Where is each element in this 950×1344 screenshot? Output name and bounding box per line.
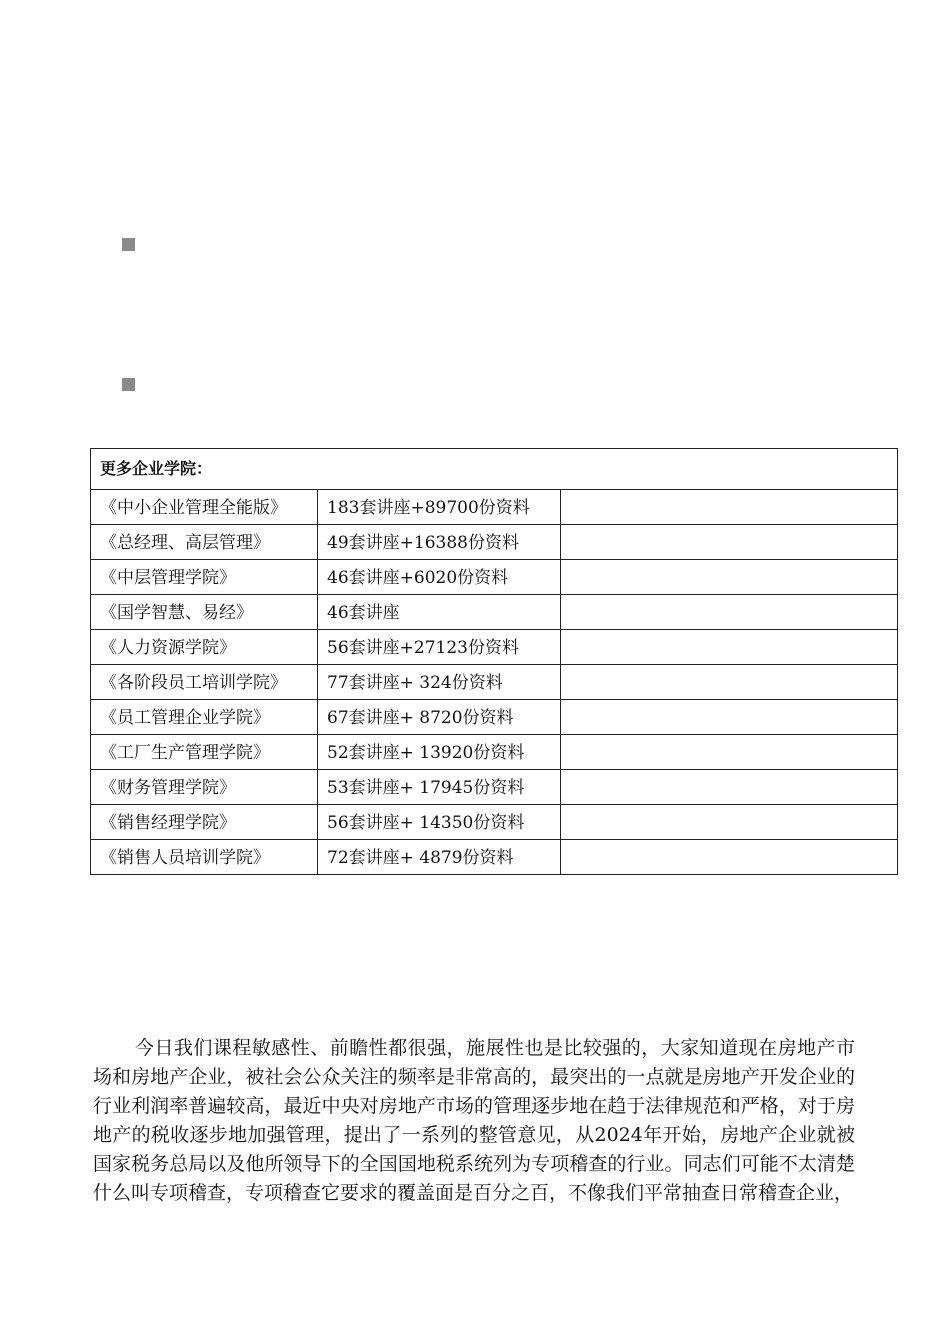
empty-cell bbox=[561, 630, 898, 665]
course-name: 《销售人员培训学院》 bbox=[91, 840, 318, 875]
table-row bbox=[91, 630, 898, 665]
table-row bbox=[91, 490, 898, 525]
course-name: 《中层管理学院》 bbox=[91, 560, 318, 595]
course-name: 《各阶段员工培训学院》 bbox=[91, 665, 318, 700]
course-detail: 49套讲座+16388份资料 bbox=[318, 525, 561, 560]
empty-cell bbox=[561, 595, 898, 630]
table-title: 更多企业学院： bbox=[91, 449, 898, 490]
course-name: 《中小企业管理全能版》 bbox=[91, 490, 318, 525]
course-table bbox=[90, 448, 898, 875]
course-detail: 56套讲座+ 14350份资料 bbox=[318, 805, 561, 840]
course-detail: 46套讲座 bbox=[318, 595, 561, 630]
course-name: 《总经理、高层管理》 bbox=[91, 525, 318, 560]
course-name: 《员工管理企业学院》 bbox=[91, 700, 318, 735]
course-detail: 183套讲座+89700份资料 bbox=[318, 490, 561, 525]
table-header-row bbox=[91, 449, 898, 490]
empty-cell bbox=[561, 490, 898, 525]
empty-cell bbox=[561, 700, 898, 735]
table-row bbox=[91, 735, 898, 770]
course-detail: 46套讲座+6020份资料 bbox=[318, 560, 561, 595]
course-detail: 67套讲座+ 8720份资料 bbox=[318, 700, 561, 735]
table-row bbox=[91, 840, 898, 875]
table-row bbox=[91, 560, 898, 595]
empty-cell bbox=[561, 525, 898, 560]
course-name: 《国学智慧、易经》 bbox=[91, 595, 318, 630]
bullet-square-icon bbox=[122, 238, 135, 251]
course-detail: 72套讲座+ 4879份资料 bbox=[318, 840, 561, 875]
table-row bbox=[91, 700, 898, 735]
empty-cell bbox=[561, 805, 898, 840]
empty-cell bbox=[561, 735, 898, 770]
course-name: 《人力资源学院》 bbox=[91, 630, 318, 665]
empty-cell bbox=[561, 840, 898, 875]
course-detail: 56套讲座+27123份资料 bbox=[318, 630, 561, 665]
course-name: 《销售经理学院》 bbox=[91, 805, 318, 840]
empty-cell bbox=[561, 665, 898, 700]
bullet-square-icon bbox=[122, 378, 135, 391]
table-row bbox=[91, 770, 898, 805]
course-name: 《财务管理学院》 bbox=[91, 770, 318, 805]
empty-cell bbox=[561, 770, 898, 805]
table-row bbox=[91, 665, 898, 700]
course-detail: 53套讲座+ 17945份资料 bbox=[318, 770, 561, 805]
table-row bbox=[91, 805, 898, 840]
empty-cell bbox=[561, 560, 898, 595]
table-row bbox=[91, 525, 898, 560]
body-paragraph: 今日我们课程敏感性、前瞻性都很强，施展性也是比较强的，大家知道现在房地产市场和房地产企业，被社会公众关注的频率是非常高的，最突出的一点就是房地产开发企业的行业利润率普遍较高，最近中央对房地产市场的管理逐步地在趋于法律规范和严格，对于房地产的税收逐步地加强管理，提出了一系列的整管意见，从2024年开始，房地产企业就被国家税务总局以及他所领导下的全国国地税系统列为专项稽查的行业。同志们可能不太清楚什么叫专项稽查，专项稽查它要求的覆盖面是百分之百，不像我们平常抽查日常稽查企业， bbox=[93, 1037, 855, 1204]
course-detail: 77套讲座+ 324份资料 bbox=[318, 665, 561, 700]
table-row bbox=[91, 595, 898, 630]
course-name: 《工厂生产管理学院》 bbox=[91, 735, 318, 770]
course-detail: 52套讲座+ 13920份资料 bbox=[318, 735, 561, 770]
